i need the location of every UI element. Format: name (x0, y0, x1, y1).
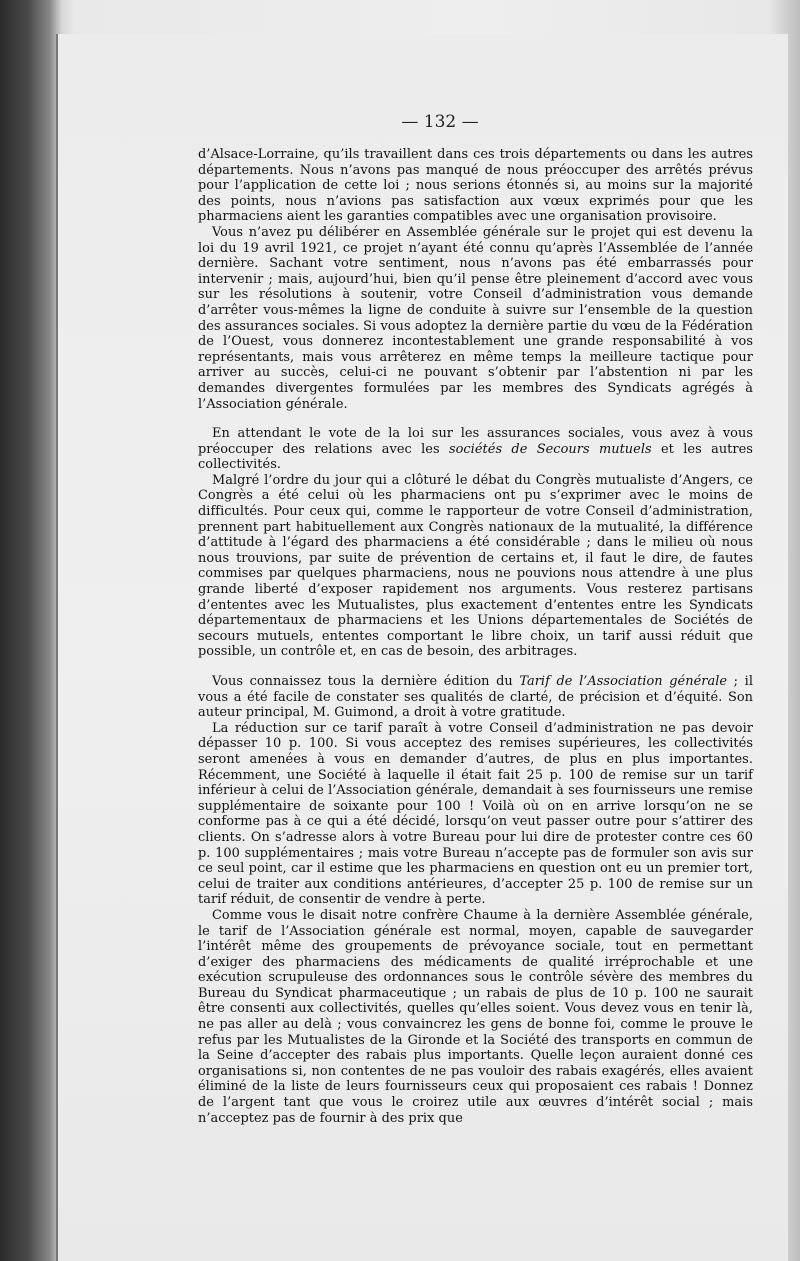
paragraph: En attendant le vote de la loi sur les assurances sociales, vous avez à vous préoccuper des relations avec les sociétés de Secours mutuels et les autres collectivités. (198, 426, 753, 473)
paragraph: d’Alsace-Lorraine, qu’ils travaillent dans ces trois départements ou dans les autres départements. Nous n’avons pas manqué de nous préoccuper des arrêtés prévus pour l’application de cette loi ; nous serions étonnés si, au moins sur la majorité des points, nous n’avions pas satisfaction aux vœux exprimés pour que les pharmaciens aient les garanties compatibles avec une organisation provisoire. (198, 147, 753, 225)
page-number: — 132 — (401, 112, 479, 132)
italic-title: Tarif de l’Association générale (519, 674, 728, 689)
paragraph: Vous connaissez tous la dernière édition du Tarif de l’Association générale ; il vous a été facile de constater ses qualités de clarté, de précision et d’équité. Son auteur principal, M. Guimond, a droit à votre gratitude. (198, 674, 753, 721)
paragraph: Vous n’avez pu délibérer en Assemblée générale sur le projet qui est devenu la loi du 19 avril 1921, ce projet n’ayant été connu qu’après l’Assemblée de l’année dernière. Sachant votre sentiment, nous n’avons pas été embarrassés pour intervenir ; mais, aujourd’hui, bien qu’il pense être pleinement d’accord avec vous sur les résolutions à soutenir, votre Conseil d’administration vous demande d’arrêter vous-mêmes la ligne de conduite à suivre sur l’ensemble de la question des assurances sociales. Si vous adoptez la dernière partie du vœu de la Fédération de l’Ouest, vous donnerez incontestablement une grande responsabilité à vos représentants, mais vous arrêterez en même temps la meilleure tactique pour arriver au succès, celui-ci ne pouvant s’obtenir par l’abstention ni par les demandes divergentes formulées par les membres des Syndicats agrégés à l’Association générale. (198, 224, 753, 412)
italic-phrase: sociétés de Secours mutuels (448, 441, 652, 457)
paragraph: Comme vous le disait notre confrère Chaume à la dernière Assemblée générale, le tarif de l’Association générale est normal, moyen, capable de sauvegarder l’intérêt même des groupements de prévoyance sociale, tout en permettant d’exiger des pharmaciens des médicaments de qualité irréprochable et une exécution scrupuleuse des ordonnances sous le contrôle sévère des membres du Bureau du Syndicat pharmaceutique ; un rabais de plus de 10 p. 100 ne saurait être consenti aux collectivités, quelles qu’elles soient. Vous devez vous en tenir là, ne pas aller au delà ; vous convaincrez les gens de bonne foi, comme le prouve le refus par les Mutualistes de la Gironde et la Société des transports en commun de la Seine d’accepter des rabais plus importants. Quelle leçon auraient donné ces organisations si, non contentes de ne pas vouloir des rabais exagérés, elles avaient éliminé de la liste de leurs fournisseurs ceux qui proposaient ces rabais ! Donnez de l’argent tant que vous le croirez utile aux œuvres d’intérêt social ; mais n’acceptez pas de fournir à des prix que (198, 907, 753, 1126)
body-text (198, 147, 753, 1126)
paragraph: Malgré l’ordre du jour qui a clôturé le débat du Congrès mutualiste d’Angers, ce Congrès a été celui où les pharmaciens ont pu s’exprimer avec le moins de difficultés. Pour ceux qui, comme le rapporteur de votre Conseil d’administration, prennent part habituellement aux Congrès nationaux de la mutualité, la différence d’attitude à l’égard des pharmaciens a été considérable ; dans le milieu où nous nous trouvions, par suite de prévention de certains et, il faut le dire, de fautes commises par quelques pharmaciens, nous ne pouvions nous attendre à une plus grande liberté d’exposer rapidement nos arguments. Vous resterez partisans d’ententes avec les Mutualistes, plus exactement d’ententes entre les Syndicats départementaux de pharmaciens et les Unions départementales de Sociétés de secours mutuels, ententes comportant le libre choix, un tarif aussi réduit que possible, un contrôle et, en cas de besoin, des arbitrages. (198, 472, 753, 660)
paragraph: La réduction sur ce tarif paraît à votre Conseil d’administration ne pas devoir dépasser 10 p. 100. Si vous acceptez des remises supérieures, les collectivités seront amenées à vous en demander d’autres, de plus en plus importantes. Récemment, une Société à laquelle il était fait 25 p. 100 de remise sur un tarif inférieur à celui de l’Association générale, demandait à ses fournisseurs une remise supplémentaire de soixante pour 100 ! Voilà où on en arrive lorsqu’on ne se conforme pas à ce qui a été décidé, lorsqu’on veut passer outre pour s’attirer des clients. On s’adresse alors à votre Bureau pour lui dire de protester contre ces 60 p. 100 supplémentaires ; mais votre Bureau n’accepte pas de formuler son avis sur ce seul point, car il estime que les pharmaciens en question ont eu un premier tort, celui de traiter aux conditions antérieures, d’accepter 25 p. 100 de remise sur un tarif réduit, de consentir de vendre à perte. (198, 720, 753, 908)
